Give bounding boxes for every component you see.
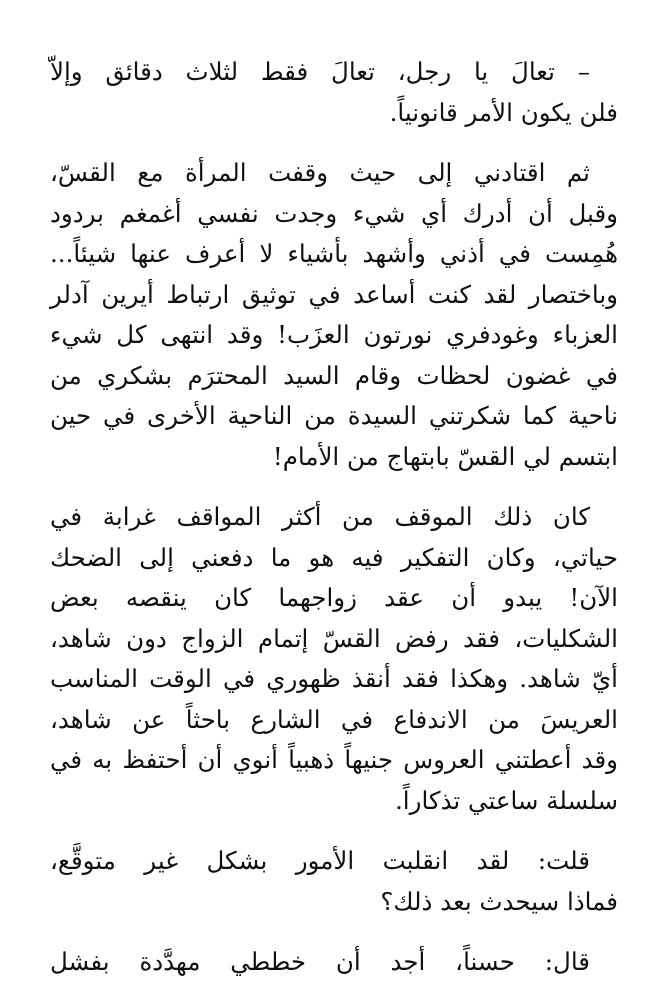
text-line: هُمِست في أذني وأشهد بأشياء لا أعرف عنها شيئاً... [50,239,618,268]
book-page [50,52,618,1003]
text-line: فماذا سيحدث بعد ذلك؟ [380,886,618,916]
text-line: حياتي، وكان التفكير فيه هو ما دفعني إلى الضحك [50,542,618,572]
text-line: ثم اقتادني إلى حيث وقفت المرأة مع القسّ، [50,158,590,187]
text-line: في غضون لحظات وقام السيد المحترَم بشكري من [50,360,618,390]
text-line: قال: حسناً، أجد أن خططي مهدَّدة بفشل [50,947,590,976]
text-line: – تعالَ يا رجل، تعالَ فقط لثلاث دقائق وإلاّ [50,57,590,86]
text-line: الشكليات، فقد رفض القسّ إتمام الزواج دون شاهد، [50,623,618,653]
text-line: ابتسم لي القسّ بابتهاج من الأمام! [272,441,618,471]
text-line: سلسلة ساعتي تذكاراً. [395,785,618,815]
paragraph-he-said [50,942,618,983]
text-line: وباختصار لقد كنت أساعد في توثيق ارتباط أيرين آدلر [50,279,618,309]
paragraph-i-said [50,841,618,922]
text-line: أيّ شاهد. وهكذا فقد أنقذ ظهوري في الوقت المناسب [50,664,618,693]
text-line: الآن! يبدو أن عقد زواجهما كان ينقصه بعض [50,583,618,612]
text-line: فلن يكون الأمر قانونياً. [389,97,618,127]
text-line: وقد أعطتني العروس جنيهاً ذهبياً أنوي أن أحتفظ به في [50,745,618,774]
paragraph-strange-situation [50,497,618,821]
paragraph-dialogue-come-man [50,52,618,133]
text-line: ناحية كما شكرتني السيدة من الناحية الأخرى في حين [50,401,618,430]
paragraph-wedding-witness [50,153,618,477]
text-line: العزباء وغودفري نورتون العزَب! وقد انتهى كل شيء [50,320,618,349]
text-line: وقبل أن أدرك أي شيء وجدت نفسي أغمغم بردود [50,198,618,228]
text-line: العريسَ من الاندفاع في الشارع باحثاً عن شاهد، [50,704,618,734]
text-line: كان ذلك الموقف من أكثر المواقف غرابة في [50,502,590,531]
text-line: قلت: لقد انقلبت الأمور بشكل غير متوقَّع، [50,846,590,875]
